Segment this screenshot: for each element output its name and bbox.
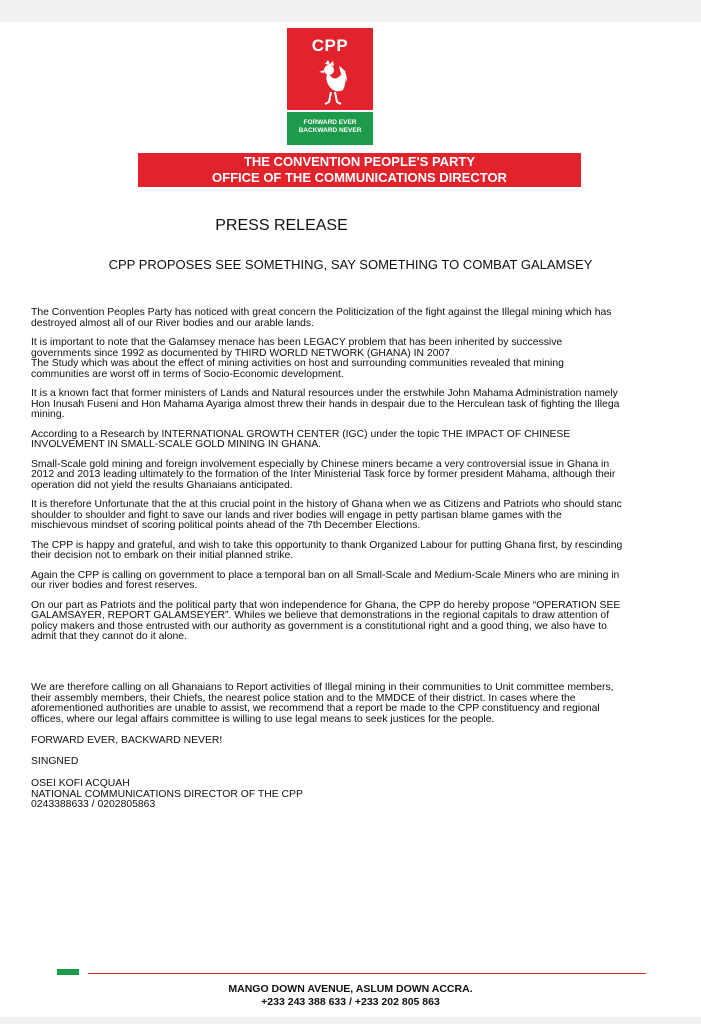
footer-address: MANGO DOWN AVENUE, ASLUM DOWN ACCRA. (228, 983, 473, 995)
rooster-icon (305, 58, 355, 108)
press-release-title: PRESS RELEASE (215, 217, 348, 234)
signed-label: SINGNED (31, 756, 79, 767)
party-logo (287, 28, 373, 110)
footer (0, 983, 701, 1009)
footer-phones: +233 243 388 633 / +233 202 805 863 (261, 996, 440, 1008)
signatory-title: NATIONAL COMMUNICATIONS DIRECTOR OF THE CPP (31, 788, 303, 800)
paragraph: It is important to note that the Galamsey menace has been LEGACY problem that has been inherited by successive governments since 1992 as documented by THIRD WORLD NETWORK (GHANA) IN 2007 The Study which was about the effect of mining activities on host and surrounding communities revealed that mining communities are worst off in terms of Socio-Economic development. (31, 337, 564, 380)
banner-party-name: THE CONVENTION PEOPLE'S PARTY (243, 154, 476, 169)
banner-office-name: OFFICE OF THE COMMUNICATIONS DIRECTOR (212, 170, 507, 185)
press-body (31, 308, 697, 652)
motto-line-1: FORWARD EVER (303, 119, 357, 126)
bottom-margin-strip (0, 1017, 701, 1024)
signatory-phones: 0243388633 / 0202805863 (31, 799, 156, 810)
press-headline: CPP PROPOSES SEE SOMETHING, SAY SOMETHING TO COMBAT GALAMSEY (108, 257, 593, 272)
top-margin-strip (0, 0, 701, 22)
paragraph: Small-Scale gold mining and foreign involvement especially by Chinese miners became a very controversial issue in Ghana in 2012 and 2013 leading ultimately to the formation of the Inter Ministerial Task force by former president Mahama, although their operation did not yield the results Ghanaians anticipated. (31, 458, 616, 491)
paragraph: The Convention Peoples Party has noticed with great concern the Politicization of the fight against the Illegal mining which has destroyed almost all of our River bodies and our arable lands. (31, 307, 612, 329)
signature-block (31, 779, 671, 811)
signatory-name: OSEI KOFI ACQUAH (31, 778, 130, 789)
paragraph: Again the CPP is calling on government to place a temporal ban on all Small-Scale and Medium-Scale Miners who are mining in our river bodies and forest reserves. (31, 569, 620, 591)
closing-paragraph: We are therefore calling on all Ghanaians to Report activities of Illegal mining in their communities to Unit committee members, their assembly members, their Chiefs, the nearest police station and to the MMDCE of their district. In cases where the aforementioned authorities are unable to assist, we recommend that a report be made to the CPP constituency and regional offices, where our legal affairs committee is willing to use legal means to seek justices for the people. (31, 682, 614, 725)
paragraph: On our part as Patriots and the political party that won independence for Ghana, the CPP do hereby propose “OPERATION SEE GALAMSAYER, REPORT GALAMSEYER”. Whiles we believe that demonstrations in the regional capitals to draw attention of policy makers and those entrusted with our authority as government is a constitutional right and a good thing, we also have to admit that they cannot do it alone. (31, 599, 621, 642)
motto-line-2: BACKWARD NEVER (298, 127, 362, 134)
footer-divider (88, 973, 646, 974)
logo-acronym: CPP (311, 36, 349, 55)
paragraph: The CPP is happy and grateful, and wish to take this opportunity to thank Organized Labour for putting Ghana first, by rescinding their decision not to embark on their initial planned strike. (31, 539, 623, 561)
paragraph: It is therefore Unfortunate that the at this crucial point in the history of Ghana when we as Citizens and Patriots who should stanc shoulder to shoulder and fight to save our lands and river bodies will engage in petty partisan blame games with the mischievous mindset of scoring political points ahead of the 7th December Elections. (31, 499, 622, 531)
paragraph: According to a Research by INTERNATIONAL GROWTH CENTER (IGC) under the topic THE IMPACT OF CHINESE INVOLVEMENT IN SMALL-SCALE GOLD MINING IN GHANA. (31, 428, 571, 450)
slogan: FORWARD EVER, BACKWARD NEVER! (31, 735, 223, 746)
footer-green-accent (57, 969, 79, 975)
paragraph: It is a known fact that former ministers of Lands and Natural resources under the erstwhile John Mahama Administration namely Hon Inusah Fuseni and Hon Mahama Ayariga almost threw their hands in despair due to the Herculean task of fighting the Illega mining. (31, 388, 620, 420)
party-motto-badge (287, 112, 373, 145)
letterhead-banner (138, 153, 581, 187)
